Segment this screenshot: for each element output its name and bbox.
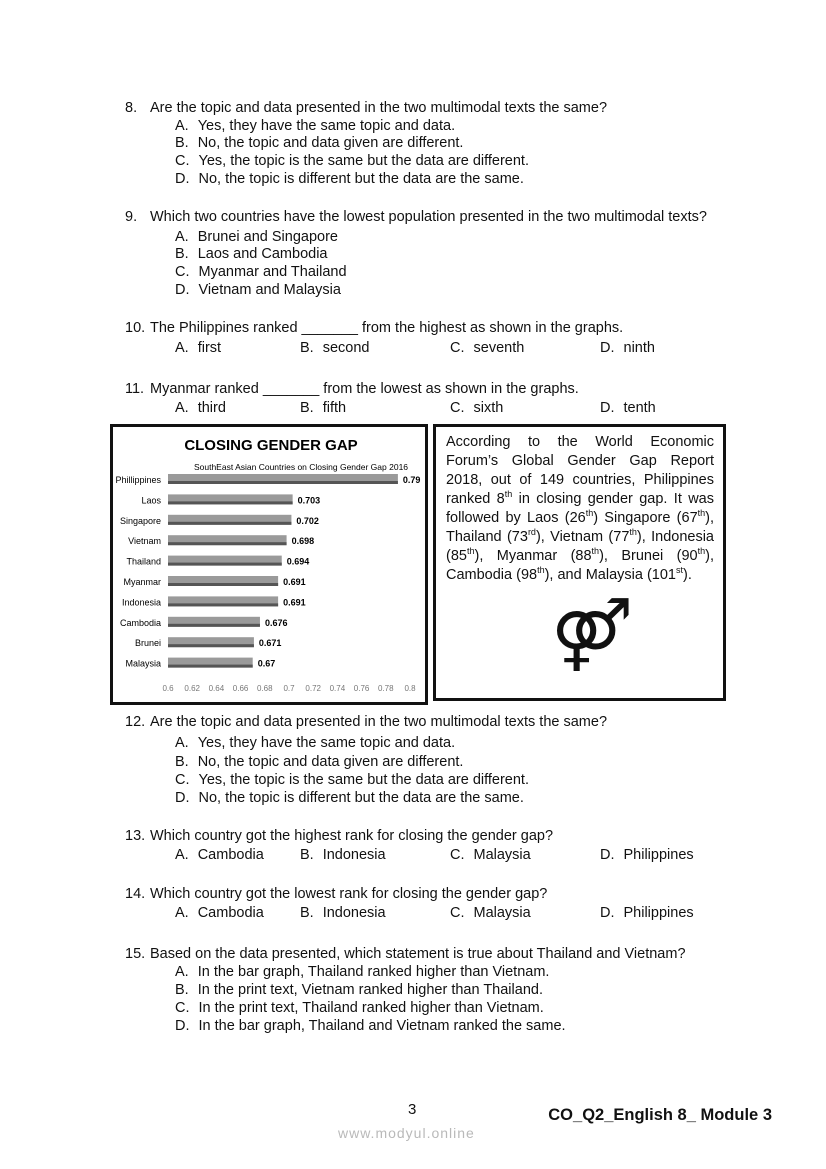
option-text: Philippines [623, 847, 694, 863]
bar-shadow [168, 501, 293, 504]
answer-option [175, 753, 463, 771]
option-text: Indonesia [322, 847, 386, 863]
question-text: The Philippines ranked _______ from the highest as shown in the graphs. [150, 320, 624, 336]
answer-option [600, 339, 655, 357]
watermark: www.modyul.online [338, 1125, 475, 1141]
option-text: third [197, 400, 226, 416]
answer-option [450, 904, 531, 922]
question-text: Which country got the highest rank for closing the gender gap? [150, 828, 554, 844]
option-letter: C. [175, 772, 190, 788]
value-label: 0.694 [286, 556, 310, 567]
option-letter: C. [450, 905, 465, 921]
option-text: second [322, 340, 370, 356]
option-letter: D. [175, 1018, 190, 1034]
option-text: Yes, the topic is the same but the data are different. [198, 153, 529, 169]
option-text: Malaysia [473, 847, 531, 863]
closing-gender-gap-chart [110, 424, 428, 705]
print-text [446, 433, 714, 585]
question-text: Myanmar ranked _______ from the lowest as shown in the graphs. [150, 381, 579, 397]
option-text: In the bar graph, Thailand ranked higher than Vietnam. [197, 964, 550, 980]
answer-option [175, 1017, 566, 1035]
answer-option [175, 904, 264, 922]
option-letter: A. [175, 905, 189, 921]
answer-option [175, 981, 543, 999]
answer-option [450, 339, 524, 357]
answer-option [300, 339, 369, 357]
x-tick-label: 0.74 [329, 684, 346, 693]
category-label: Singapore [119, 515, 161, 526]
question-text: Which country got the lowest rank for closing the gender gap? [150, 886, 548, 902]
value-label: 0.676 [264, 617, 288, 628]
option-letter: B. [300, 847, 314, 863]
option-text: In the print text, Thailand ranked higher than Vietnam. [198, 1000, 544, 1016]
question-text: Which two countries have the lowest population presented in the two multimodal texts? [150, 209, 707, 225]
answer-option [175, 134, 463, 152]
answer-option [175, 152, 529, 170]
answer-option [175, 846, 264, 864]
option-letter: A. [175, 847, 189, 863]
x-tick-label: 0.78 [378, 684, 394, 693]
bar-shadow [168, 603, 278, 606]
option-text: No, the topic and data given are different. [197, 135, 464, 151]
option-text: seventh [473, 340, 525, 356]
answer-option [175, 789, 524, 807]
answer-option [450, 399, 503, 417]
ordinal-suffix: th [537, 565, 545, 576]
page-number: 3 [408, 1101, 417, 1118]
text-run: ), Indonesia (85 [446, 529, 714, 564]
module-code: CO_Q2_English 8_ Module 3 [548, 1106, 772, 1124]
text-run: ). [682, 567, 692, 583]
option-letter: D. [600, 400, 615, 416]
option-text: Indonesia [322, 905, 386, 921]
text-run: ), and Malaysia (101 [544, 567, 676, 583]
option-text: In the print text, Vietnam ranked higher than Thailand. [197, 982, 543, 998]
option-text: Myanmar and Thailand [198, 264, 347, 280]
category-label: Vietnam [128, 536, 161, 547]
question-number: 13. [125, 828, 146, 844]
answer-option [600, 904, 694, 922]
option-letter: D. [600, 340, 615, 356]
answer-option [600, 399, 656, 417]
bar-shadow [168, 522, 291, 525]
option-text: Vietnam and Malaysia [198, 282, 341, 298]
option-letter: B. [175, 982, 189, 998]
gender-symbol-icon: ⚤ [551, 593, 634, 675]
answer-option [175, 339, 221, 357]
value-label: 0.79 [402, 475, 421, 485]
option-letter: A. [175, 964, 189, 980]
answer-option [300, 904, 386, 922]
category-label: Thailand [126, 556, 161, 567]
option-text: first [197, 340, 222, 356]
category-label: Phillippines [115, 475, 161, 485]
question-number: 11. [125, 381, 145, 397]
text-run: ) Singapore (67 [593, 510, 698, 526]
x-tick-label: 0.66 [232, 684, 249, 693]
option-text: sixth [473, 400, 504, 416]
option-letter: D. [175, 171, 190, 187]
text-run: ), Thailand (73 [446, 510, 715, 545]
answer-option [175, 170, 524, 188]
option-text: Yes, they have the same topic and data. [197, 118, 456, 134]
answer-option [450, 846, 531, 864]
category-label: Indonesia [121, 597, 161, 608]
answer-option [300, 846, 386, 864]
option-text: Brunei and Singapore [197, 229, 338, 245]
option-text: No, the topic and data given are different. [197, 754, 464, 770]
question-number: 10. [125, 320, 146, 336]
option-letter: C. [450, 847, 465, 863]
option-letter: C. [175, 264, 190, 280]
answer-option [175, 117, 455, 135]
option-letter: B. [300, 340, 314, 356]
option-letter: B. [300, 905, 314, 921]
answer-option [175, 281, 341, 299]
print-text-box [433, 424, 726, 701]
bar-shadow [168, 542, 287, 545]
chart-subtitle: SouthEast Asian Countries on Closing Gender Gap 2016 [193, 462, 409, 472]
bar-shadow [168, 481, 398, 484]
option-text: ninth [623, 340, 655, 356]
option-text: Cambodia [197, 847, 264, 863]
option-letter: A. [175, 735, 189, 751]
option-text: Cambodia [197, 905, 264, 921]
ordinal-suffix: th [591, 546, 600, 557]
ordinal-suffix: th [504, 489, 513, 500]
value-label: 0.691 [283, 597, 306, 608]
bar-shadow [168, 665, 253, 668]
x-tick-label: 0.68 [257, 684, 273, 693]
value-label: 0.671 [258, 638, 282, 649]
option-letter: C. [450, 400, 465, 416]
answer-option [300, 399, 346, 417]
x-tick-label: 0.62 [184, 684, 200, 693]
ordinal-suffix: th [466, 546, 475, 557]
option-text: Yes, they have the same topic and data. [197, 735, 456, 751]
bar-shadow [168, 583, 278, 586]
question-text: Are the topic and data presented in the two multimodal texts the same? [150, 100, 608, 116]
question-number: 14. [125, 886, 146, 902]
text-run: ), Myanmar (88 [474, 548, 592, 564]
question-number: 8. [125, 100, 138, 116]
option-text: Yes, the topic is the same but the data are different. [198, 772, 529, 788]
question-number: 12. [125, 714, 146, 730]
value-label: 0.702 [296, 515, 319, 526]
option-letter: B. [175, 754, 189, 770]
text-run: in closing gender gap. It was followed by Laos (26 [446, 491, 714, 526]
answer-option [175, 963, 549, 981]
ordinal-suffix: rd [527, 527, 536, 538]
option-letter: D. [175, 790, 190, 806]
ordinal-suffix: th [697, 546, 706, 557]
answer-option [175, 771, 529, 789]
value-label: 0.691 [283, 577, 306, 587]
ordinal-suffix: th [585, 508, 594, 519]
value-label: 0.67 [257, 658, 276, 669]
option-letter: B. [175, 246, 189, 262]
question-number: 9. [125, 209, 138, 225]
text-run: ), Vietnam (77 [535, 529, 630, 545]
option-letter: C. [175, 153, 190, 169]
category-label: Cambodia [119, 617, 161, 628]
answer-option [175, 245, 328, 263]
ordinal-suffix: th [629, 527, 637, 538]
x-tick-label: 0.72 [305, 684, 321, 693]
bar-shadow [168, 644, 254, 647]
option-text: In the bar graph, Thailand and Vietnam ranked the same. [198, 1018, 566, 1034]
category-label: Brunei [134, 638, 161, 649]
option-letter: A. [175, 118, 189, 134]
x-tick-label: 0.7 [283, 684, 295, 693]
question-text: Based on the data presented, which statement is true about Thailand and Vietnam? [150, 946, 686, 962]
category-label: Myanmar [123, 577, 161, 587]
answer-option [175, 734, 455, 752]
option-text: No, the topic is different but the data are the same. [198, 790, 524, 806]
bar-shadow [168, 563, 282, 566]
bar-chart [113, 427, 425, 702]
option-letter: C. [175, 1000, 190, 1016]
text-run: ), Brunei (90 [599, 548, 698, 564]
x-tick-label: 0.6 [162, 684, 174, 693]
option-letter: D. [600, 847, 615, 863]
option-text: fifth [322, 400, 347, 416]
category-label: Malaysia [125, 658, 161, 669]
bar-shadow [168, 624, 260, 627]
text-run: According to the World Economic Forum’s Global Gender Gap Report 2018, out of 149 countries, Philippines ranked 8 [446, 434, 714, 507]
option-letter: A. [175, 229, 189, 245]
option-letter: C. [450, 340, 465, 356]
question-number: 15. [125, 946, 146, 962]
option-text: tenth [623, 400, 656, 416]
x-tick-label: 0.76 [353, 684, 370, 693]
answer-option [175, 228, 338, 246]
option-text: Malaysia [473, 905, 531, 921]
option-letter: A. [175, 400, 189, 416]
option-text: Laos and Cambodia [197, 246, 328, 262]
value-label: 0.703 [297, 495, 321, 506]
option-letter: B. [175, 135, 189, 151]
category-label: Laos [141, 495, 161, 506]
option-letter: D. [600, 905, 615, 921]
x-tick-label: 0.64 [208, 684, 225, 693]
ordinal-suffix: th [697, 508, 706, 519]
answer-option [175, 999, 544, 1017]
answer-option [175, 263, 347, 281]
option-letter: B. [300, 400, 314, 416]
answer-option [175, 399, 226, 417]
option-text: Philippines [623, 905, 694, 921]
question-text: Are the topic and data presented in the two multimodal texts the same? [150, 714, 608, 730]
ordinal-suffix: st [675, 565, 683, 576]
x-tick-label: 0.8 [404, 684, 416, 693]
chart-title: CLOSING GENDER GAP [184, 437, 358, 454]
answer-option [600, 846, 694, 864]
option-text: No, the topic is different but the data are the same. [198, 171, 524, 187]
value-label: 0.698 [291, 536, 315, 547]
text-run: ), Cambodia (98 [446, 548, 714, 583]
option-letter: A. [175, 340, 189, 356]
option-letter: D. [175, 282, 190, 298]
